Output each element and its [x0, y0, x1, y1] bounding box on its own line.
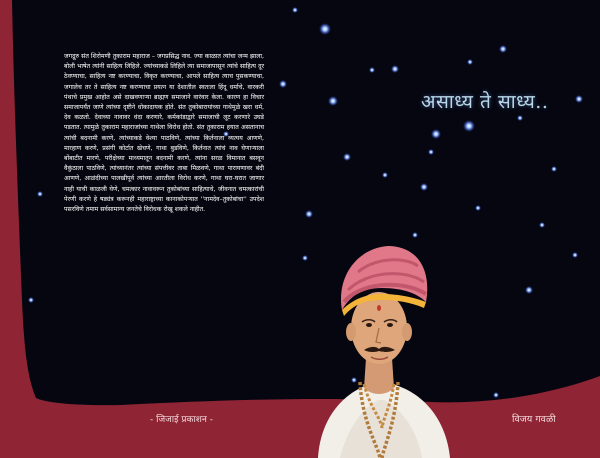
back-cover-blurb: जगद्गुरु संत शिरोमणी तुकाराम महाराज – जगप्रसिद्ध नाव. ज्या काळात त्यांचा जन्म झाला, बोली भाषेत त्यांनी साहित्य लिहिले. ज्यांच्याकडे लिहिले त्या समाजापासून त्यांचे साहित्य दूर ठेवण्याचा, साहित्य नष्ट करण्याचा, विकृत करण्याचा, आपले साहित्य त्याच पुसकण्याचा, जगालेच तर ते साहित्य नष्ट करण्याचा प्रयत्न या देशातील स्वतःला हिंदू धर्माचे, वारकरी पंथाचे प्रमुख आहोत असे दाखवणाऱ्या ब्राह्मण समाजाने वारंवार केला. कारण हा विचार समाजापर्यंत जाणे त्यांच्या दृष्टीने धोकादायक होते. संत तुकोबारायांच्या गाथेमुळे खरा धर्म, देव कळतो. देवाच्या नावावर धंदा करणारे, कर्मकांडाद्वारे समाजाची लूट करणारे उघडे पडतात. त्यामुळे तुकाराम महाराजांच्या गाथेला विरोध होतो. संत तुकाराम हयात असतानाच त्यांची बदनामी करणे, त्यांच्याकडे वेश्या पाठविणे, त्यांच्या किर्तनाला व्यत्यय आणणे, मारहाण करणे, प्रसंगी कोर्टात खेचणे, गाथा बुडविणे, किर्तनात त्यांचं नाव घेणाऱ्याला बोंबाटीत मारणे, परीक्षेच्या माध्यमातून बदनामी करणे, त्यांना सरळ विमानात बसवून वैकुंठाला पाठविणे, त्यांच्यानंतर त्यांच्या संपत्तीवर ताबा मिळवणे, गाथा पारायणावर बंदी आणणे, आळंदीच्या पालखीपूर्व त्यांच्या आरतीला विरोध करणे, गाथा घरा-घरात जाणार नाही याची काळजी घेणे, चमत्कार नावावरून तुकोबांच्या साहित्याचे, जीवनात चमत्कारांची पेरणी करणे हे षड्यंत्र करूनही महाराष्ट्राच्या कानाकोपऱ्यात ''नामदेव–तुकोबांचा'' उपदेश पसरविणे तमाम सर्वसामान्य जनतेचे विरोधक रोखू शकले नाहीत. [64, 53, 264, 214]
publisher-name: - जिजाई प्रकाशन - [150, 415, 213, 425]
saint-portrait-illustration [300, 232, 460, 458]
book-title: असाध्य ते साध्य.. [421, 91, 549, 113]
author-name: विजय गवळी [512, 414, 556, 425]
